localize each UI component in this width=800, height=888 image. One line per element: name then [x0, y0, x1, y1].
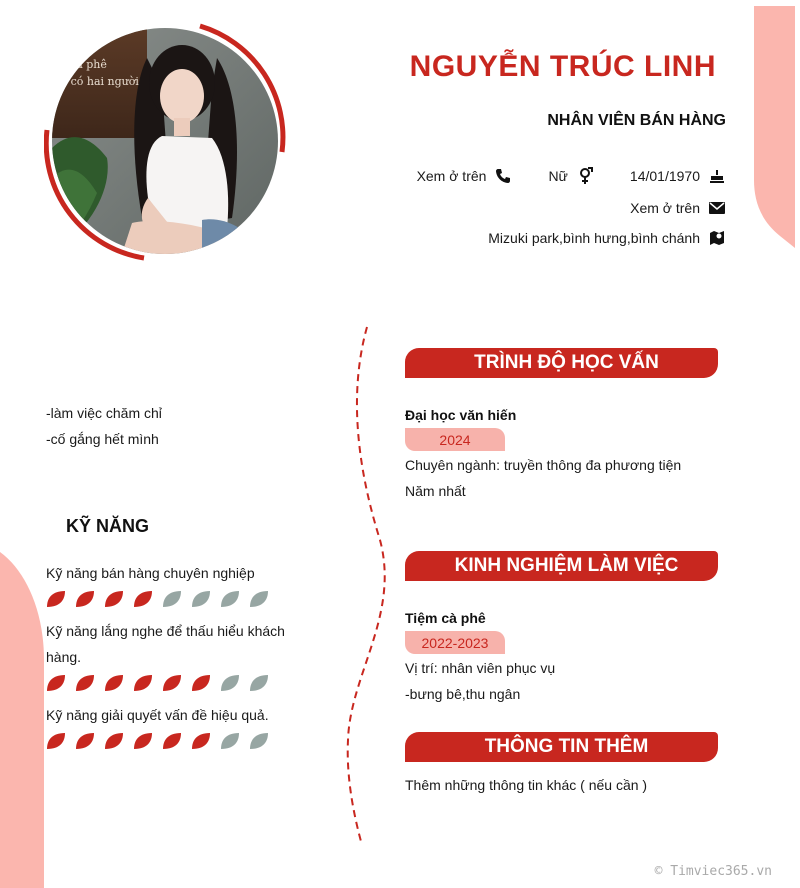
skill-item	[46, 560, 306, 608]
full-name: NGUYỄN TRÚC LINH	[409, 50, 716, 83]
experience-period-badge: 2022-2023	[405, 631, 505, 654]
rating-leaf	[104, 732, 124, 750]
rating-leaf	[46, 590, 66, 608]
education-year-badge: 2024	[405, 428, 505, 451]
rating-leaf	[75, 674, 95, 692]
birthdate-value: 14/01/1970	[629, 168, 700, 184]
phone-icon	[494, 167, 512, 185]
education-header	[405, 348, 718, 378]
gender-value: Nữ	[548, 168, 568, 184]
skill-name: Kỹ năng bán hàng chuyên nghiệp	[46, 565, 255, 581]
photo-sign-line-2: n có hai người	[60, 75, 139, 88]
map-marker-icon	[708, 229, 726, 247]
rating-leaf	[46, 674, 66, 692]
extra-title: THÔNG TIN THÊM	[484, 736, 649, 757]
rating-leaf	[75, 732, 95, 750]
phone-value: Xem ở trên	[416, 168, 487, 184]
rating-leaf	[162, 732, 182, 750]
rating-leaf	[133, 674, 153, 692]
contact-row-3	[488, 229, 726, 247]
experience-duty: -bưng bê,thu ngân	[405, 686, 521, 702]
photo-sign-line-1: a cà phê	[60, 58, 107, 71]
profile-photo	[44, 22, 288, 262]
experience-title: KINH NGHIỆM LÀM VIỆC	[454, 555, 679, 576]
experience-position: Vị trí: nhân viên phục vụ	[405, 660, 556, 676]
rating-leaf	[162, 590, 182, 608]
address-value: Mizuki park,bình hưng,bình chánh	[488, 230, 700, 246]
rating-leaf	[191, 732, 211, 750]
rating-leaf	[133, 590, 153, 608]
skills-title: KỸ NĂNG	[66, 516, 150, 536]
education-note: Năm nhất	[405, 483, 466, 499]
education-title: TRÌNH ĐỘ HỌC VẤN	[474, 352, 659, 373]
rating-leaf	[104, 674, 124, 692]
rating-leaf	[249, 590, 269, 608]
email-value: Xem ở trên	[630, 200, 700, 216]
skill-rating	[46, 732, 306, 750]
contact-row-1	[417, 167, 726, 185]
objective	[46, 400, 162, 452]
rating-leaf	[191, 590, 211, 608]
objective-line-1: -làm việc chăm chỉ	[46, 405, 162, 421]
skill-item	[46, 618, 306, 692]
birthday-cake-icon	[708, 167, 726, 185]
gender-icon	[576, 167, 594, 185]
rating-leaf	[75, 590, 95, 608]
skill-rating	[46, 590, 306, 608]
rating-leaf	[220, 732, 240, 750]
education-school: Đại học văn hiến	[405, 407, 517, 423]
rating-leaf	[249, 732, 269, 750]
email-icon	[708, 199, 726, 217]
rating-leaf	[249, 674, 269, 692]
objective-line-2: -cố gắng hết mình	[46, 431, 159, 447]
rating-leaf	[104, 590, 124, 608]
contact-row-2	[630, 199, 726, 217]
rating-leaf	[220, 590, 240, 608]
skill-name: Kỹ năng giải quyết vấn đề hiệu quả.	[46, 707, 269, 723]
rating-leaf	[133, 732, 153, 750]
extra-header	[405, 732, 718, 762]
education-major: Chuyên ngành: truyền thông đa phương tiện	[405, 457, 682, 473]
experience-company: Tiệm cà phê	[405, 610, 486, 626]
experience-header	[405, 551, 718, 581]
rating-leaf	[162, 674, 182, 692]
watermark: © Timviec365.vn	[654, 864, 772, 879]
rating-leaf	[46, 732, 66, 750]
skill-rating	[46, 674, 306, 692]
skill-item	[46, 702, 306, 750]
rating-leaf	[220, 674, 240, 692]
avatar	[52, 28, 278, 254]
skill-name: Kỹ năng lắng nghe để thấu hiểu khách hàng.	[46, 623, 285, 665]
extra-content: Thêm những thông tin khác ( nếu cần )	[405, 777, 648, 793]
rating-leaf	[191, 674, 211, 692]
job-title: NHÂN VIÊN BÁN HÀNG	[547, 112, 726, 129]
